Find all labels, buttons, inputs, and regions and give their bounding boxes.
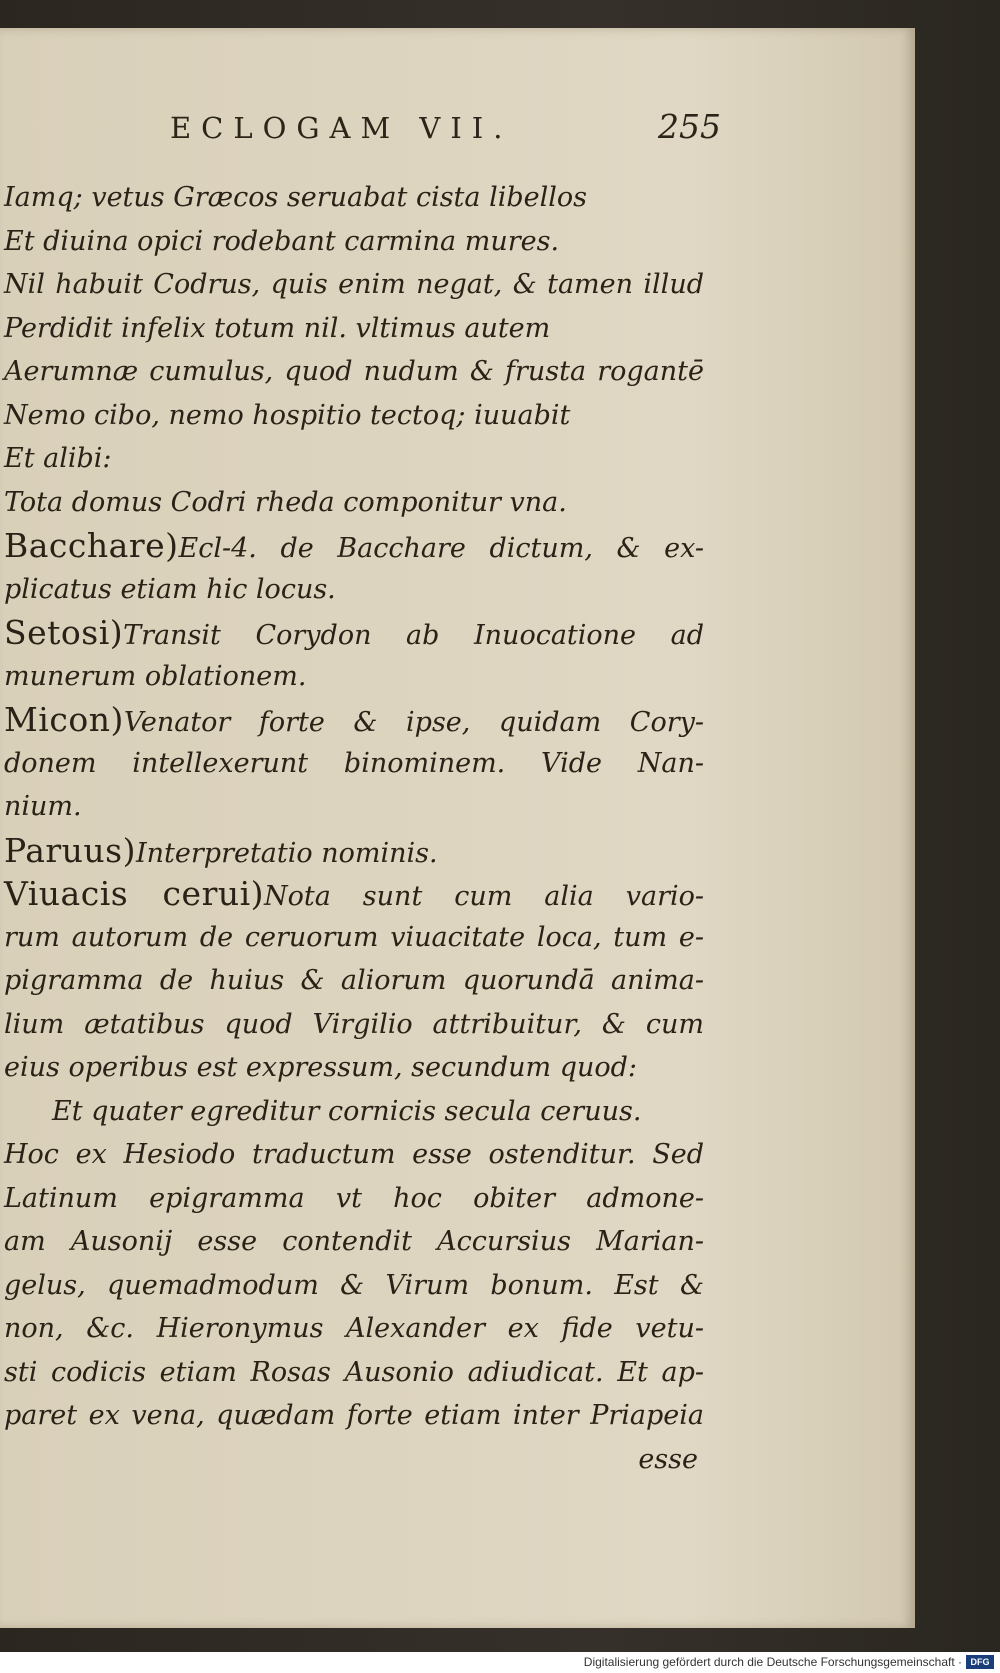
text-line — [4, 1177, 704, 1221]
line-text: gelus, quemadmodum & Virum bonum. Est & — [4, 1269, 704, 1301]
text-line — [4, 655, 704, 699]
line-text: donem intellexerunt binominem. Vide Nan- — [4, 747, 704, 779]
text-line — [4, 1264, 704, 1308]
text-line — [4, 263, 704, 307]
book-page — [0, 28, 915, 1628]
body-text — [4, 176, 704, 1481]
lemma: Viuacis cerui) — [4, 874, 265, 913]
text-line — [4, 307, 704, 351]
text-line — [4, 1394, 704, 1438]
text-line — [4, 1307, 704, 1351]
line-text: Et alibi: — [4, 443, 112, 474]
lemma: Micon) — [4, 700, 124, 739]
line-text: rum autorum de ceruorum viuacitate loca, tum e- — [4, 921, 704, 953]
line-text: pigramma de huius & aliorum quorundā anima- — [4, 965, 704, 996]
lemma: Paruus) — [4, 830, 136, 870]
text-line — [4, 698, 704, 742]
line-text: Tota domus Codri rheda componitur vna. — [4, 486, 567, 518]
line-text: non, &c. Hieronymus Alexander ex fide vetu- — [4, 1313, 704, 1344]
lemma: Bacchare) — [4, 526, 179, 565]
text-line — [4, 1133, 704, 1177]
text-line — [4, 350, 704, 394]
line-text: eius operibus est expressum, secundum quod: — [4, 1052, 638, 1083]
line-text: Iamq; vetus Græcos seruabat cista libellos — [4, 182, 588, 213]
line-text: Et diuina opici rodebant carmina mures. — [4, 225, 560, 257]
text-line — [4, 1003, 704, 1047]
line-text: paret ex vena, quædam forte etiam inter Priapeia — [4, 1400, 704, 1431]
text-line — [4, 1351, 704, 1395]
text-line — [4, 611, 704, 655]
page-header — [0, 103, 915, 153]
catchword: esse — [638, 1443, 698, 1475]
text-line — [4, 959, 704, 1003]
line-text: Nota sunt cum alia vario- — [264, 881, 704, 912]
line-text: Nil habuit Codrus, quis enim negat, & tamen illud — [4, 269, 704, 300]
text-line — [4, 785, 704, 829]
line-text: plicatus etiam hic locus. — [4, 573, 336, 605]
digitization-credit: Digitalisierung gefördert durch die Deutsche Forschungsgemeinschaft · — [583, 1655, 962, 1669]
text-line — [4, 220, 704, 264]
text-line — [4, 524, 704, 568]
text-line — [4, 1046, 704, 1090]
text-line — [4, 829, 704, 873]
text-line — [4, 481, 704, 525]
text-line — [4, 916, 704, 960]
line-text: Hoc ex Hesiodo traductum esse ostenditur. Sed — [4, 1139, 704, 1170]
line-text: lium ætatibus quod Virgilio attribuitur, & cum — [4, 1008, 704, 1040]
text-line — [4, 394, 704, 438]
running-title: ECLOGAM VII. — [170, 111, 513, 145]
line-text: Ecl-4. de Bacchare dictum, & ex- — [178, 533, 704, 564]
line-text: Interpretatio nominis. — [136, 837, 438, 869]
text-line — [4, 1090, 704, 1134]
line-text: am Ausonij esse contendit Accursius Marian- — [4, 1226, 704, 1257]
text-line — [4, 872, 704, 916]
line-text: Aerumnæ cumulus, quod nudum & frusta rogantē — [4, 356, 704, 387]
dfg-logo: DFG — [966, 1655, 994, 1669]
footer-bar — [0, 1652, 1000, 1673]
text-line — [4, 176, 704, 220]
text-line — [4, 742, 704, 786]
line-text: sti codicis etiam Rosas Ausonio adiudicat. Et ap- — [4, 1356, 704, 1388]
line-text: Venator forte & ipse, quidam Cory- — [123, 707, 704, 738]
line-text: Transit Corydon ab Inuocatione ad — [123, 620, 704, 651]
line-text: munerum oblationem. — [4, 660, 307, 692]
line-text: Latinum epigramma vt hoc obiter admone- — [4, 1182, 704, 1214]
line-text: nium. — [4, 791, 82, 822]
text-line — [4, 1220, 704, 1264]
page-number: 255 — [658, 107, 721, 146]
line-text: Et quater egreditur cornicis secula ceruus. — [52, 1095, 642, 1127]
text-line — [4, 437, 704, 481]
lemma: Setosi) — [4, 613, 124, 652]
line-text: Nemo cibo, nemo hospitio tectoq; iuuabit — [4, 399, 571, 431]
line-text: Perdidit infelix totum nil. vltimus autem — [4, 312, 551, 344]
text-line — [4, 568, 704, 612]
